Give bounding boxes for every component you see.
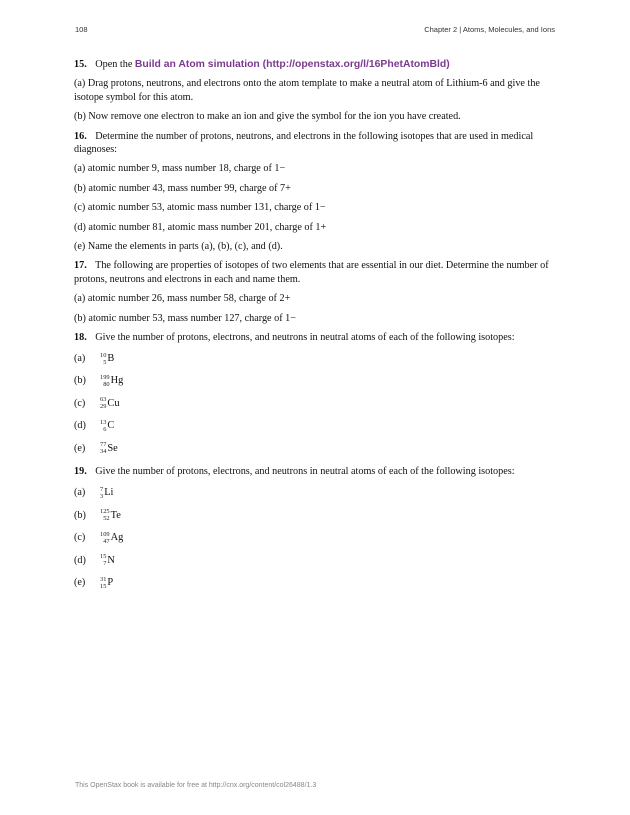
- mass-number: 13: [100, 418, 107, 426]
- isotope-list: [74, 482, 556, 594]
- mass-number: 77: [100, 441, 107, 449]
- atomic-number: 29: [100, 403, 107, 411]
- question-text: The following are properties of isotopes of two elements that are essential in our diet. Determine the number of protons, neutrons and electrons in each and name them.: [74, 260, 549, 285]
- isotope-item: [74, 437, 556, 459]
- chapter-title: Chapter 2 | Atoms, Molecules, and Ions: [424, 25, 555, 34]
- element-symbol: B: [107, 352, 115, 364]
- atomic-number: 80: [103, 381, 110, 389]
- isotope-symbol: [100, 531, 123, 545]
- isotope-list: [74, 348, 556, 460]
- element-symbol: Se: [107, 442, 118, 454]
- item-label: (b): [74, 509, 86, 521]
- item-label: (c): [74, 532, 86, 544]
- item-label: (b): [74, 375, 86, 387]
- question-15: [74, 58, 556, 71]
- atomic-number: 47: [103, 537, 110, 545]
- isotope-symbol: [100, 374, 123, 388]
- question-16-part-e: (e) Name the elements in parts (a), (b), (c), and (d).: [74, 241, 283, 253]
- mass-number: 109: [100, 530, 110, 538]
- question-intro: Open the: [95, 59, 133, 70]
- isotope-item: [74, 348, 556, 370]
- question-number: 17.: [74, 260, 87, 272]
- page-content: [74, 58, 556, 594]
- isotope-symbol: [100, 352, 114, 366]
- question-16-part-d: (d) atomic number 81, atomic mass number 201, charge of 1+: [74, 221, 327, 233]
- element-symbol: Hg: [110, 375, 124, 387]
- question-17-part-b: (b) atomic number 53, mass number 127, charge of 1−: [74, 312, 296, 324]
- item-label: (e): [74, 576, 86, 588]
- isotope-symbol: [100, 396, 120, 410]
- question-16-part-a: (a) atomic number 9, mass number 18, charge of 1−: [74, 163, 286, 175]
- isotope-item: [74, 527, 556, 549]
- question-16-part-c: (c) atomic number 53, atomic mass number 131, charge of 1−: [74, 202, 326, 214]
- mass-number: 7: [100, 486, 104, 494]
- item-label: (a): [74, 352, 86, 364]
- element-symbol: Te: [110, 509, 121, 521]
- question-text: Give the number of protons, electrons, and neutrons in neutral atoms of each of the following isotopes:: [95, 466, 515, 478]
- element-symbol: Ag: [110, 532, 124, 544]
- item-label: (a): [74, 487, 86, 499]
- isotope-item: [74, 392, 556, 414]
- page-number: 108: [75, 25, 88, 34]
- isotope-symbol: [100, 419, 114, 433]
- element-symbol: C: [107, 420, 115, 432]
- element-symbol: P: [107, 576, 114, 588]
- question-18: [74, 331, 556, 344]
- element-symbol: Li: [104, 487, 114, 499]
- question-19: [74, 465, 556, 478]
- element-symbol: Cu: [107, 397, 120, 409]
- isotope-symbol: [100, 441, 118, 455]
- mass-number: 15: [100, 553, 107, 561]
- isotope-item: [74, 549, 556, 571]
- question-16-part-b: (b) atomic number 43, mass number 99, charge of 7+: [74, 182, 291, 194]
- isotope-item: [74, 482, 556, 504]
- isotope-item: [74, 415, 556, 437]
- isotope-symbol: [100, 486, 113, 500]
- isotope-item: [74, 504, 556, 526]
- atomic-number: 3: [100, 493, 104, 501]
- atomic-number: 6: [103, 425, 107, 433]
- question-17-part-a: (a) atomic number 26, mass number 58, charge of 2+: [74, 293, 291, 305]
- item-label: (c): [74, 397, 86, 409]
- question-number: 15.: [74, 59, 87, 70]
- isotope-symbol: [100, 508, 121, 522]
- question-17: [74, 259, 556, 286]
- atomic-number: 15: [100, 582, 107, 590]
- mass-number: 63: [100, 396, 107, 404]
- element-symbol: N: [107, 554, 115, 566]
- question-16: [74, 130, 556, 157]
- atomic-number: 5: [103, 358, 107, 366]
- item-label: (d): [74, 554, 86, 566]
- question-number: 19.: [74, 466, 87, 478]
- question-15-part-b: (b) Now remove one electron to make an ion and give the symbol for the ion you have created.: [74, 111, 461, 123]
- item-label: (e): [74, 442, 86, 454]
- mass-number: 199: [100, 374, 110, 382]
- simulation-link[interactable]: Build an Atom simulation (http://openstax.org/l/16PhetAtomBld): [134, 59, 450, 70]
- isotope-item: [74, 571, 556, 593]
- isotope-symbol: [100, 553, 115, 567]
- question-number: 18.: [74, 332, 87, 344]
- mass-number: 31: [100, 575, 107, 583]
- item-label: (d): [74, 420, 86, 432]
- atomic-number: 52: [103, 515, 110, 523]
- isotope-item: [74, 370, 556, 392]
- page-footer: This OpenStax book is available for free at http://cnx.org/content/col26488/1.3: [75, 782, 317, 789]
- question-number: 16.: [74, 130, 87, 142]
- isotope-symbol: [100, 576, 113, 590]
- atomic-number: 34: [100, 448, 107, 456]
- question-15-part-a: (a) Drag protons, neutrons, and electrons onto the atom template to make a neutral atom of Lithium-6 and give the isotope symbol for this atom.: [74, 78, 540, 103]
- question-text: Determine the number of protons, neutrons, and electrons in the following isotopes that are used in medical diagnoses:: [74, 130, 534, 156]
- question-text: Give the number of protons, electrons, and neutrons in neutral atoms of each of the following isotopes:: [95, 332, 515, 344]
- mass-number: 125: [100, 508, 110, 516]
- atomic-number: 7: [103, 560, 107, 568]
- mass-number: 10: [100, 351, 107, 359]
